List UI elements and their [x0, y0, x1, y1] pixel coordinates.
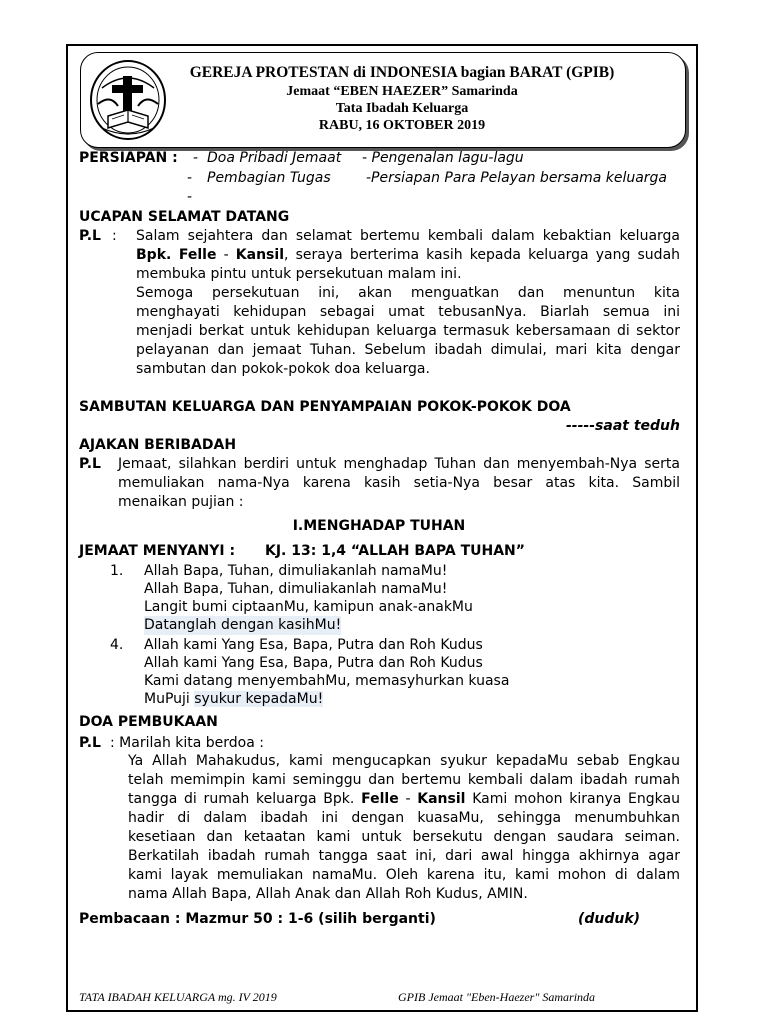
- verse-4-line-4: [144, 690, 323, 709]
- verse-1-line-3: Langit bumi ciptaanMu, kamipun anak-anakMu: [144, 599, 473, 615]
- verse-4-number: 4.: [110, 637, 124, 653]
- persiapan-item-tugas: Pembagian Tugas: [207, 170, 331, 186]
- nyanyi-label: JEMAAT MENYANYI :: [79, 543, 236, 559]
- doa-line-4: hadir di dalam ibadah ini dengan kuasaMu, sehingga menumbuhkan: [128, 810, 680, 826]
- doa-line-3-e: Kami mohon kiranya Engkau: [465, 791, 680, 807]
- doa-intro: : Marilah kita berdoa :: [110, 735, 264, 751]
- doa-line-3: [128, 790, 680, 809]
- verse-4-line-4-a: MuPuji syukur kepadaMu!: [144, 691, 324, 707]
- ajakan-line-1: Jemaat, silahkan berdiri untuk menghadap Tuhan dan menyembah-Nya serta: [118, 456, 680, 472]
- church-name: GEREJA PROTESTAN di INDONESIA bagian BARAT (GPIB): [189, 64, 615, 81]
- doa-line-6: Berkatilah ibadah rumah tangga saat ini, dari awal hingga akhirnya agar: [128, 848, 680, 864]
- verse-1-line-4: Datanglah dengan kasihMu!: [144, 617, 342, 633]
- doa-title: DOA PEMBUKAAN: [79, 714, 218, 730]
- ucapan-speaker: P.L: [79, 228, 101, 244]
- saat-teduh-note: -----saat teduh: [566, 418, 680, 434]
- persiapan-dash-3: -: [187, 189, 193, 205]
- ajakan-line-2: memuliakan nama-Nya karena kasih setia-Nya besar atas kita. Sambil: [118, 475, 680, 491]
- doa-speaker: P.L: [79, 735, 101, 751]
- ucapan-line-3: membuka pintu untuk persekutuan malam ini.: [136, 266, 462, 282]
- persiapan-dash-2: -: [187, 170, 193, 186]
- ucapan-line-8: sambutan dan pokok-pokok doa keluarga.: [136, 361, 430, 377]
- ucapan-line-1: Salam sejahtera dan selamat bertemu kembali dalam kebaktian keluarga: [136, 228, 680, 244]
- ucapan-line-2: [136, 246, 680, 265]
- ucapan-colon: :: [112, 228, 117, 244]
- doa-name-felle: Felle: [361, 791, 399, 807]
- verse-4-line-1: Allah kami Yang Esa, Bapa, Putra dan Roh Kudus: [144, 637, 483, 653]
- ajakan-line-3: menaikan pujian :: [118, 494, 244, 510]
- ucapan-line-5: menghayati kehidupan sebagai umat tebusanNya. Biarlah semua ini: [136, 304, 680, 320]
- persiapan-dash: -: [193, 150, 199, 166]
- ucapan-title: UCAPAN SELAMAT DATANG: [79, 209, 290, 225]
- ajakan-speaker: P.L: [79, 456, 101, 472]
- name-separator: -: [216, 247, 236, 263]
- section-menghadap-tuhan: I.MENGHADAP TUHAN: [292, 518, 466, 534]
- pembacaan-label: Pembacaan : Mazmur 50 : 1-6 (silih berganti): [79, 911, 436, 927]
- song-title: KJ. 13: 1,4 “ALLAH BAPA TUHAN”: [265, 543, 525, 559]
- sambutan-title: SAMBUTAN KELUARGA DAN PENYAMPAIAN POKOK-POKOK DOA: [79, 399, 571, 415]
- footer-left: TATA IBADAH KELUARGA mg. IV 2019: [79, 990, 277, 1004]
- ucapan-line-6: menjadi berkat untuk kehidupan keluarga termasuk kebersamaan di sektor: [136, 323, 680, 339]
- persiapan-item-doa: Doa Pribadi Jemaat: [207, 150, 342, 166]
- doa-line-1: Ya Allah Mahakudus, kami mengucapkan syukur kepadaMu sebab Engkau: [128, 753, 680, 769]
- ajakan-title: AJAKAN BERIBADAH: [79, 437, 237, 453]
- family-name-kansil: Kansil: [235, 247, 284, 263]
- church-seal-icon: [88, 58, 168, 142]
- ucapan-line-4: Semoga persekutuan ini, akan menguatkan dan menuntun kita: [136, 285, 680, 301]
- ucapan-line-2-rest: , seraya berterima kasih kepada keluarga yang sudah: [284, 247, 681, 263]
- document-date: RABU, 16 OKTOBER 2019: [318, 118, 486, 133]
- footer-right: GPIB Jemaat "Eben-Haezer" Samarinda: [398, 990, 596, 1004]
- document-title: Tata Ibadah Keluarga: [335, 101, 469, 116]
- verse-4-line-3: Kami datang menyembahMu, memasyhurkan kuasa: [144, 673, 510, 689]
- doa-line-8: nama Allah Bapa, Allah Anak dan Allah Roh Kudus, AMIN.: [128, 886, 528, 902]
- verse-1-number: 1.: [110, 563, 124, 579]
- verse-1-line-2: Allah Bapa, Tuhan, dimuliakanlah namaMu!: [144, 581, 448, 597]
- congregation-name: Jemaat “EBEN HAEZER” Samarinda: [286, 84, 518, 99]
- verse-4-line-2: Allah kami Yang Esa, Bapa, Putra dan Roh Kudus: [144, 655, 483, 671]
- persiapan-item-pelayan: -Persiapan Para Pelayan bersama keluarga: [366, 170, 668, 186]
- persiapan-item-lagu: - Pengenalan lagu-lagu: [362, 150, 524, 166]
- posture-note: (duduk): [578, 911, 641, 927]
- family-name-felle: Bpk. Felle: [136, 247, 217, 263]
- doa-name-separator: -: [398, 791, 418, 807]
- doa-line-2: telah memimpin kami seminggu dan bertemu kembali dalam ibadah rumah: [128, 772, 680, 788]
- verse-1-line-1: Allah Bapa, Tuhan, dimuliakanlah namaMu!: [144, 563, 448, 579]
- doa-name-kansil: Kansil: [417, 791, 466, 807]
- persiapan-label: PERSIAPAN :: [79, 150, 178, 166]
- doa-line-5: kesetiaan dan ketaatan kami untuk bersekutu dengan saudara seiman.: [128, 829, 680, 845]
- ucapan-line-7: pelayanan dan jemaat Tuhan. Sebelum ibadah dimulai, mari kita dengar: [136, 342, 680, 358]
- doa-line-7: kami layak memuliakan namaMu. Oleh karena itu, kami mohon di dalam: [128, 867, 680, 883]
- doa-line-3-a: tangga di rumah keluarga Bpk.: [128, 791, 362, 807]
